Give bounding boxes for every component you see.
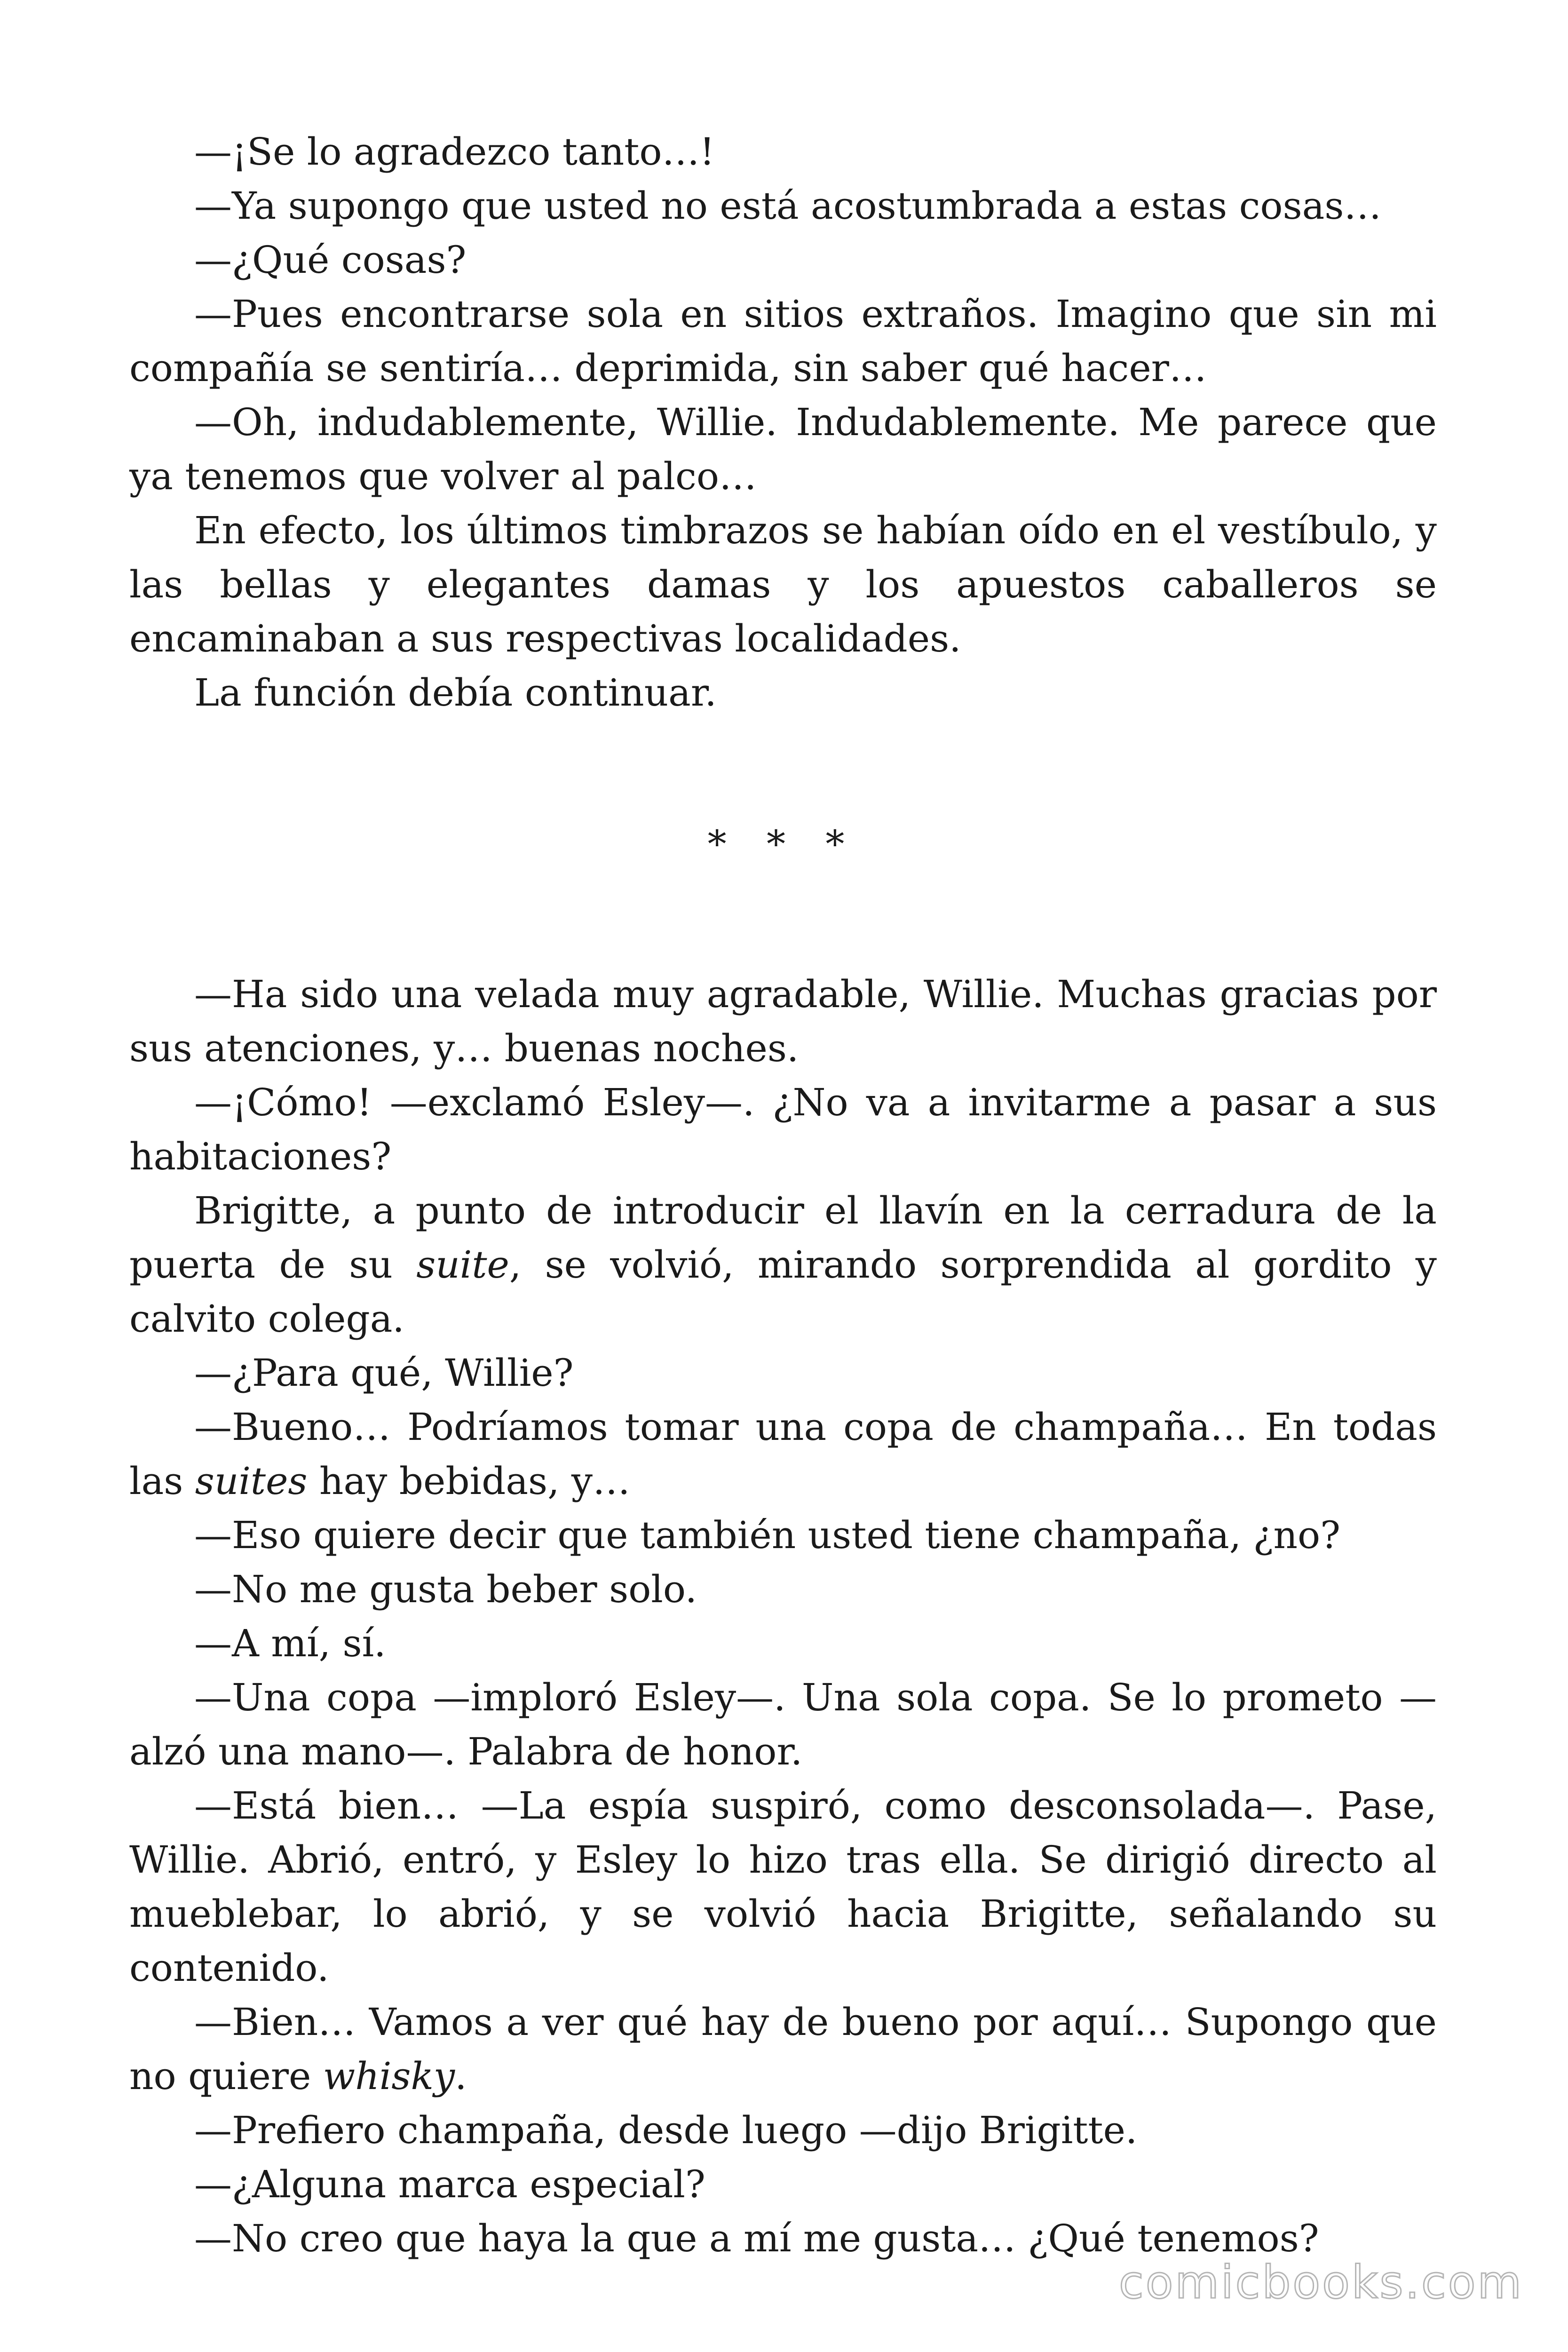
text-run: hay bebidas, y… xyxy=(307,1459,631,1503)
paragraph: La función debía continuar. xyxy=(194,671,717,715)
paragraph: —¿Alguna marca especial? xyxy=(194,2162,705,2206)
paragraph: —Eso quiere decir que también usted tiene champaña, ¿no? xyxy=(194,1513,1341,1557)
paragraph: —Ya supongo que usted no está acostumbrada a estas cosas… xyxy=(194,184,1382,228)
paragraph: —¡Cómo! —exclamó Esley—. ¿No va a invitarme a pasar a sus habitaciones? xyxy=(129,1081,1437,1178)
paragraph xyxy=(129,1184,1437,1346)
paragraph: —Oh, indudablemente, Willie. Indudablemente. Me parece que ya tenemos que volver al palco… xyxy=(129,400,1437,498)
italic-word: suite xyxy=(416,1243,509,1287)
paragraph: —No creo que haya la que a mí me gusta… ¿Qué tenemos? xyxy=(194,2217,1319,2260)
text-run: . xyxy=(455,2054,467,2098)
text-run: —Bien… Vamos a ver qué hay de bueno por aquí… Supongo que no quiere xyxy=(129,2000,1437,2098)
paragraph: —Pues encontrarse sola en sitios extraños. Imagino que sin mi compañía se sentiría… deprimida, sin saber qué hacer… xyxy=(129,292,1437,390)
watermark: comicbooks.com xyxy=(1118,2256,1523,2309)
paragraph xyxy=(129,1995,1437,2103)
paragraph xyxy=(129,1400,1437,1508)
paragraph: —Ha sido una velada muy agradable, Willie. Muchas gracias por sus atenciones, y… buenas noches. xyxy=(129,972,1437,1070)
paragraph: —A mí, sí. xyxy=(194,1621,386,1665)
section-separator: * * * xyxy=(707,822,859,866)
text-run: Brigitte, a punto de introducir el llavín en la cerradura de la puerta de su xyxy=(129,1189,1437,1287)
text-run: , se volvió, mirando sorprendida al gordito y calvito colega. xyxy=(129,1243,1437,1341)
paragraph: —¡Se lo agradezco tanto…! xyxy=(194,130,715,174)
italic-word: suites xyxy=(195,1459,308,1503)
text-run: —Bueno… Podríamos tomar una copa de champaña… En todas las xyxy=(129,1405,1437,1503)
paragraph: —¿Para qué, Willie? xyxy=(194,1351,574,1395)
paragraph: —¿Qué cosas? xyxy=(194,238,467,282)
paragraph: —No me gusta beber solo. xyxy=(194,1567,697,1611)
paragraph: En efecto, los últimos timbrazos se habían oído en el vestíbulo, y las bellas y elegantes damas y los apuestos caballeros se encaminaban a sus respectivas localidades. xyxy=(129,509,1437,660)
page-text xyxy=(129,125,1437,2265)
italic-word: whisky xyxy=(323,2054,455,2098)
paragraph: —Está bien… —La espía suspiró, como desconsolada—. Pase, Willie. Abrió, entró, y Esley lo hizo tras ella. Se dirigió directo al mueblebar, lo abrió, y se volvió hacia Brigitte, señalando su contenido. xyxy=(129,1784,1437,1990)
paragraph: —Una copa —imploró Esley—. Una sola copa. Se lo prometo — alzó una mano—. Palabra de honor. xyxy=(129,1676,1437,1773)
paragraph: —Prefiero champaña, desde luego —dijo Brigitte. xyxy=(194,2108,1138,2152)
